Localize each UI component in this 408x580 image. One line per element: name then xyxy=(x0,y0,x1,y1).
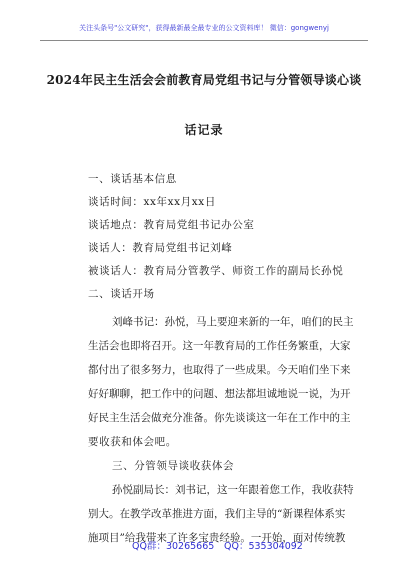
paragraph-line: 施项目”给我带来了许多宝贵经验。一开始，面对传统教 xyxy=(88,532,346,544)
paragraph-line: 好民主生活会做充分准备。你先谈谈这一年在工作中的主 xyxy=(88,412,351,424)
paragraph-line: 好好聊聊，把工作中的问题、想法都坦诚地说一说，为开 xyxy=(88,388,351,400)
paragraph-line: 别大。在教学改革推进方面，我们主导的“新课程体系实 xyxy=(88,508,346,520)
paragraph-line: 要收获和体会吧。 xyxy=(88,436,177,448)
paragraph-line: 孙悦副局长：刘书记，这一年跟着您工作，我收获特 xyxy=(112,484,354,496)
interview-location: 谈话地点：教育局党组书记办公室 xyxy=(88,219,255,231)
footer-qq: QQ：535304092 xyxy=(224,541,303,552)
section-heading-opening: 二、谈话开场 xyxy=(88,288,155,300)
interviewee: 被谈话人：教育局分管教学、师资工作的副局长孙悦 xyxy=(88,265,344,277)
document-title-line2: 话记录 xyxy=(184,123,224,137)
interviewer: 谈话人：教育局党组书记刘峰 xyxy=(88,242,233,254)
section-heading-basic-info: 一、谈话基本信息 xyxy=(88,173,177,185)
paragraph-line: 生活会也即将召开。这一年教育局的工作任务繁重，大家 xyxy=(88,340,351,352)
interview-time: 谈话时间：xx年xx月xx日 xyxy=(88,196,216,208)
header-note: 关注头条号"公文研究"，获得最新最全最专业的公文资料库！ 微信：gongwenyj xyxy=(79,24,329,32)
header-rule xyxy=(40,40,368,41)
paragraph-line: 刘峰书记：孙悦，马上要迎来新的一年，咱们的民主 xyxy=(112,316,354,328)
footer-qq-group: QQ群：30265665 xyxy=(132,541,215,552)
section-heading-harvest: 三、分管领导谈收获体会 xyxy=(112,460,235,472)
paragraph-line: 都付出了很多努力，也取得了一些成果。今天咱们坐下来 xyxy=(88,364,351,376)
document-title-line1: 2024年民主生活会会前教育局党组书记与分管领导谈心谈 xyxy=(46,73,362,87)
